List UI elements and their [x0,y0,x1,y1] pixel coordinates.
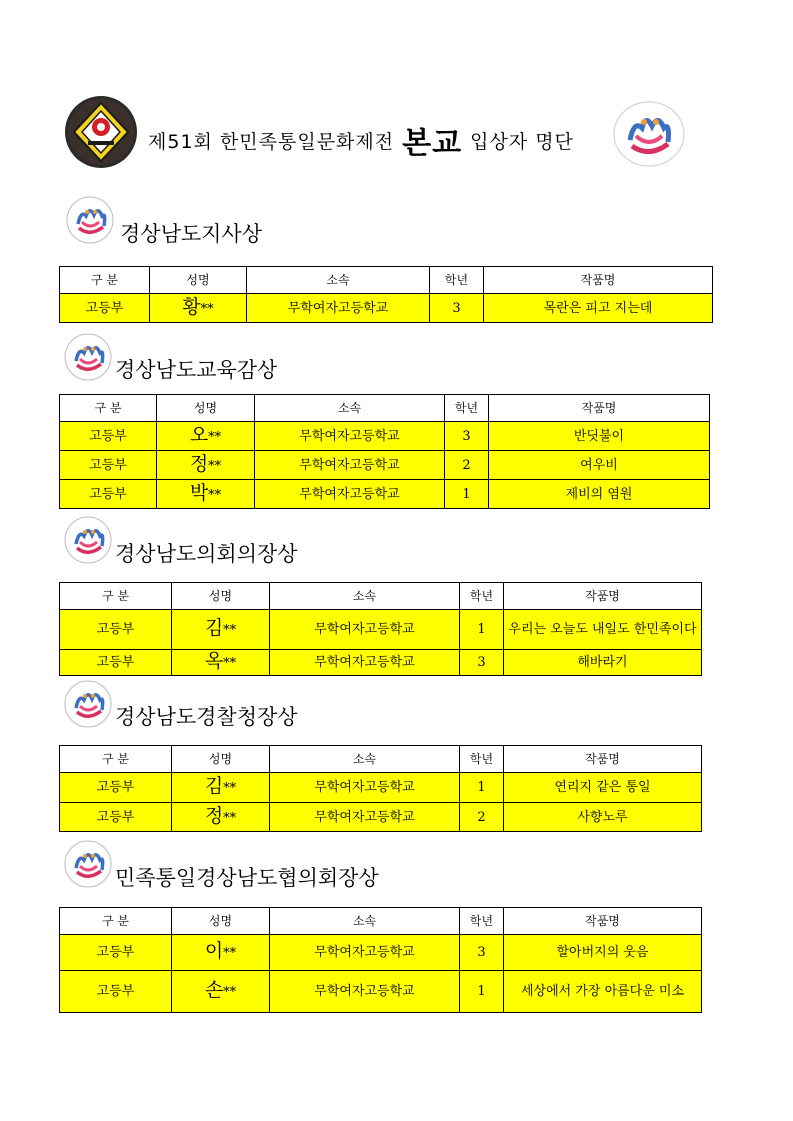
grade-cell: 1 [460,610,504,650]
masked-name-text: ** [223,946,237,961]
award-table [59,907,702,1013]
column-header: 성명 [172,908,270,935]
column-header: 성명 [172,583,270,610]
name-cell [172,610,270,650]
grade-cell: 3 [445,422,489,451]
column-header: 학년 [460,908,504,935]
column-header: 학년 [445,395,489,422]
work-title-cell: 목란은 피고 지는데 [484,294,713,323]
table-header-row [60,746,702,773]
award-title: 경상남도교육감상 [115,358,278,382]
name-cell [172,773,270,803]
column-header: 소속 [255,395,445,422]
grade-cell: 2 [445,451,489,480]
award-table [59,266,713,323]
grade-cell: 3 [430,294,484,323]
grade-cell: 1 [445,480,489,509]
masked-name-text: ** [223,810,237,826]
section-logo [64,333,112,381]
column-header: 작품명 [489,395,710,422]
school-cell: 무학여자고등학교 [270,773,460,803]
surname-text: 옥 [204,650,224,672]
surname-text: 오 [189,423,209,446]
name-cell [157,451,255,480]
column-header: 작품명 [504,746,702,773]
school-cell: 무학여자고등학교 [270,650,460,676]
column-header: 구 분 [60,908,172,935]
name-cell [172,803,270,832]
section-logo [64,516,112,564]
name-cell [157,422,255,451]
surname-text: 손 [204,979,224,1001]
division-cell: 고등부 [60,610,172,650]
table-header-row [60,395,710,422]
column-header: 구 분 [60,267,150,294]
school-cell: 무학여자고등학교 [255,480,445,509]
title-prefix: 제51회 한민족통일문화제전 [148,130,395,153]
division-cell: 고등부 [60,422,157,451]
work-title-cell: 할아버지의 웃음 [504,935,702,971]
column-header: 성명 [150,267,247,294]
division-cell: 고등부 [60,650,172,676]
column-header: 성명 [172,746,270,773]
surname-text: 박 [189,481,209,504]
table-row [60,971,702,1013]
column-header: 작품명 [504,908,702,935]
school-cell: 무학여자고등학교 [247,294,430,323]
column-header: 성명 [157,395,255,422]
award-title: 경상남도의회의장상 [115,542,298,566]
column-header: 소속 [247,267,430,294]
school-emblem-logo [64,95,138,169]
school-cell: 무학여자고등학교 [270,803,460,832]
masked-name-text: ** [223,623,237,638]
table-row [60,480,710,509]
table-row [60,422,710,451]
division-cell: 고등부 [60,971,172,1013]
work-title-cell: 여우비 [489,451,710,480]
division-cell: 고등부 [60,773,172,803]
masked-name-text: ** [208,429,222,445]
school-cell: 무학여자고등학교 [255,451,445,480]
division-cell: 고등부 [60,935,172,971]
award-title: 민족통일경상남도협의회장상 [115,866,379,890]
school-cell: 무학여자고등학교 [270,935,460,971]
name-cell [157,480,255,509]
division-cell: 고등부 [60,480,157,509]
table-row [60,451,710,480]
section-logo [64,680,112,728]
masked-name-text: ** [223,781,237,796]
surname-text: 이 [204,940,224,962]
school-cell: 무학여자고등학교 [270,971,460,1013]
column-header: 작품명 [484,267,713,294]
column-header: 학년 [460,583,504,610]
table-row [60,803,702,832]
column-header: 소속 [270,908,460,935]
work-title-cell: 반딧불이 [489,422,710,451]
work-title-cell: 연리지 같은 통일 [504,773,702,803]
division-cell: 고등부 [60,294,150,323]
work-title-cell: 세상에서 가장 아름다운 미소 [504,971,702,1013]
section-logo [64,840,112,888]
division-cell: 고등부 [60,803,172,832]
column-header: 학년 [430,267,484,294]
table-row [60,773,702,803]
award-title: 경상남도경찰청장상 [115,705,298,729]
table-header-row [60,583,702,610]
award-table [59,582,702,676]
column-header: 구 분 [60,395,157,422]
award-table [59,745,702,832]
column-header: 소속 [270,583,460,610]
masked-name-text: ** [208,458,222,474]
work-title-cell: 해바라기 [504,650,702,676]
grade-cell: 3 [460,650,504,676]
column-header: 소속 [270,746,460,773]
masked-name-text: ** [200,301,214,317]
column-header: 구 분 [60,746,172,773]
title-suffix: 입상자 명단 [470,130,574,153]
masked-name-text: ** [223,656,237,671]
festival-logo [612,100,686,168]
title-emphasis: 본교 [402,126,463,161]
award-table [59,394,710,509]
school-cell: 무학여자고등학교 [255,422,445,451]
masked-name-text: ** [223,985,237,1000]
page-title [148,118,608,162]
surname-text: 김 [204,775,224,797]
table-header-row [60,267,713,294]
masked-name-text: ** [208,487,222,503]
column-header: 구 분 [60,583,172,610]
surname-text: 황 [182,295,201,318]
section-logo [66,196,114,244]
name-cell [172,650,270,676]
name-cell [150,294,247,323]
table-row [60,294,713,323]
work-title-cell: 제비의 염원 [489,480,710,509]
name-cell [172,971,270,1013]
work-title-cell: 사향노루 [504,803,702,832]
grade-cell: 2 [460,803,504,832]
table-row [60,935,702,971]
table-header-row [60,908,702,935]
table-row [60,610,702,650]
grade-cell: 1 [460,971,504,1013]
name-cell [172,935,270,971]
column-header: 학년 [460,746,504,773]
surname-text: 정 [189,452,209,475]
work-title-cell: 우리는 오늘도 내일도 한민족이다 [504,610,702,650]
grade-cell: 3 [460,935,504,971]
division-cell: 고등부 [60,451,157,480]
surname-text: 정 [204,804,224,827]
grade-cell: 1 [460,773,504,803]
column-header: 작품명 [504,583,702,610]
surname-text: 김 [204,617,224,639]
award-title: 경상남도지사상 [120,222,263,246]
school-cell: 무학여자고등학교 [270,610,460,650]
table-row [60,650,702,676]
